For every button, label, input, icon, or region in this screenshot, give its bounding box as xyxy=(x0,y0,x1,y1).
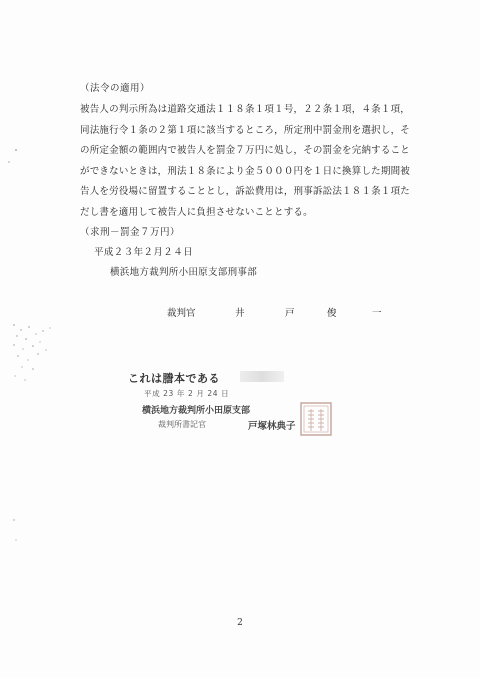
judge-name-char: 俊 xyxy=(327,308,337,319)
section-heading: （法令の適用） xyxy=(80,83,151,94)
body-paragraph: 被告人の判示所為は道路交通法１１８条１項１号，２２条１項，４条１項，同法施行令１条の２第１項に該当するところ，所定刑中罰金刑を選択し，その所定金額の範囲内で被告人を罰金７万円に処し，その罰金を完納することができないときは，刑法１８条により金５０００円を１日に換算した期間被告人を労役場に留置することとし，訴訟費用は，刑事訴訟法１８１条１項ただし書を適用して被告人に負担させないこととする。 xyxy=(80,104,410,218)
court-name: 横浜地方裁判所小田原支部刑事部 xyxy=(110,267,258,278)
judgment-date: 平成２３年２月２４日 xyxy=(94,247,194,258)
stamp-date: 平成 23 年 2 月 24 日 xyxy=(144,389,230,398)
judge-name-char: 戸 xyxy=(285,308,295,319)
judge-name-char: 一 xyxy=(372,308,382,319)
page-number: 2 xyxy=(237,618,243,628)
judge-title: 裁判官 xyxy=(167,308,196,319)
stamp-title: これは謄本である xyxy=(128,372,220,385)
stamp-clerk-name: 戸塚林典子 xyxy=(248,421,296,432)
stamp-court: 横浜地方裁判所小田原支部 xyxy=(142,406,251,416)
judge-name-char: 井 xyxy=(235,308,245,319)
stamp-clerk-title: 裁判所書記官 xyxy=(158,420,206,429)
sentence-request: （求刑－罰金７万円） xyxy=(80,227,181,238)
